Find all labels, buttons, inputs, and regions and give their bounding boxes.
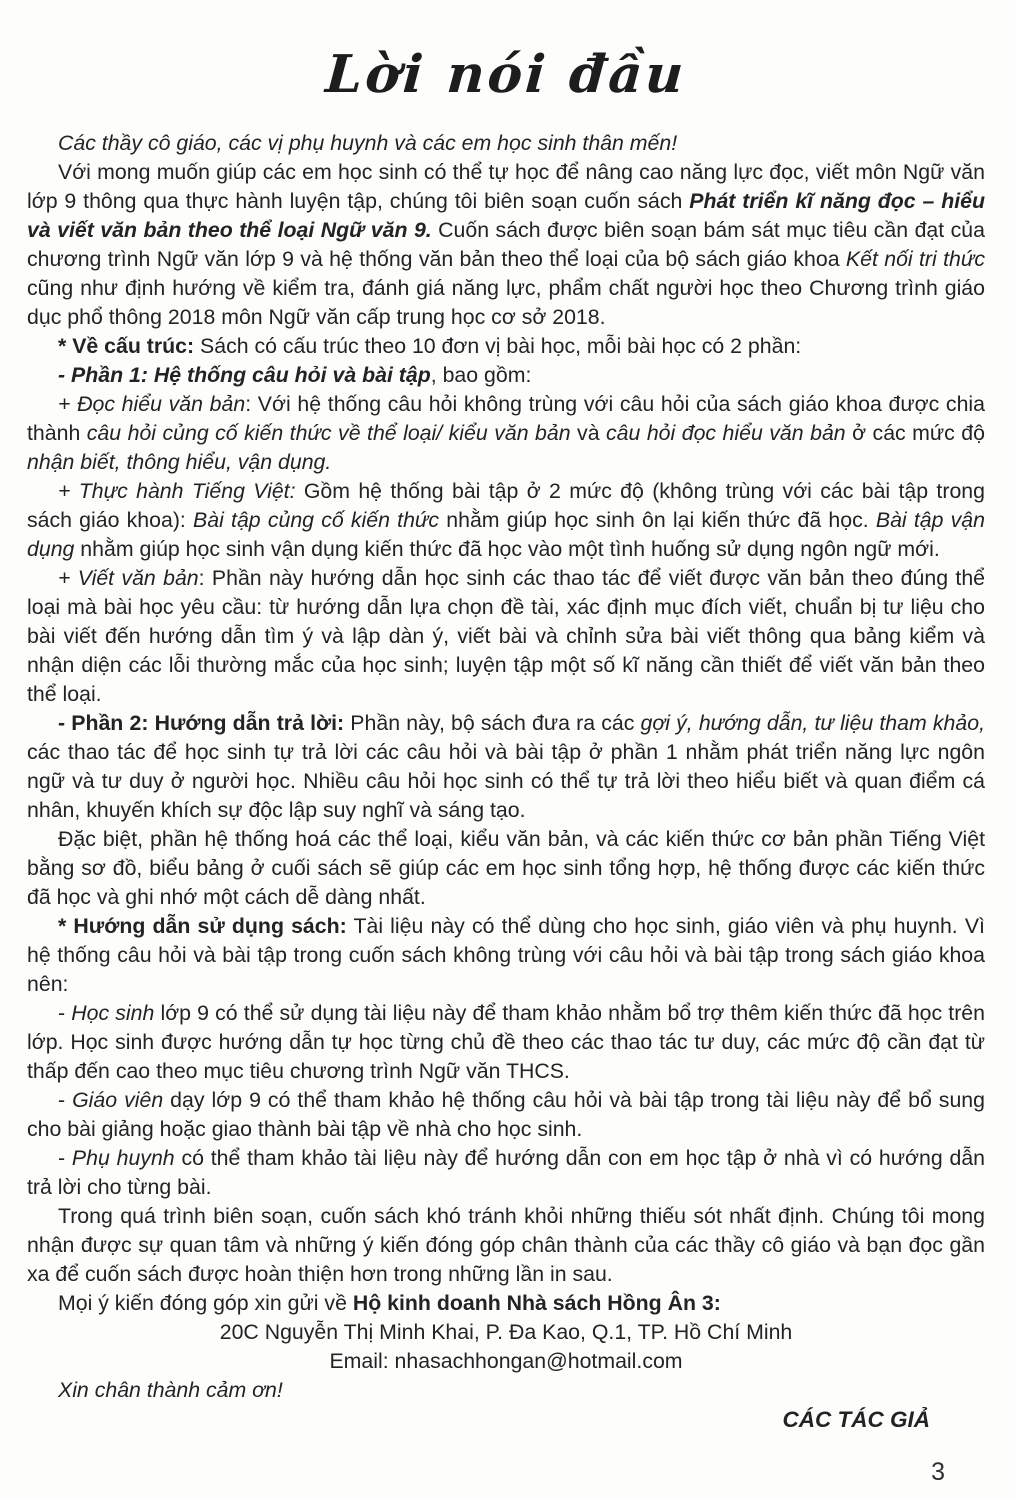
item-label: + Đọc hiểu văn bản	[58, 392, 246, 417]
text-segment: Với mong muốn giúp các em học sinh có thể tự học để nâng cao năng lực đọc, viết môn Ngữ văn lớp 9 thông qua thực hành luyện tập, chúng tôi biên soạn cuốn sách	[27, 160, 985, 214]
text-segment: Sách có cấu trúc theo 10 đơn vị bài học, mỗi bài học có 2 phần:	[194, 334, 802, 359]
part2-paragraph	[27, 709, 985, 825]
address-line	[27, 1318, 985, 1347]
text-segment: nhận biết, thông hiểu, vận dụng.	[27, 450, 332, 475]
writing-item	[27, 564, 985, 709]
part2-heading: - Phần 2: Hướng dẫn trả lời:	[58, 711, 345, 736]
item-label: + Viết văn bản	[58, 566, 199, 591]
usage-guide-paragraph	[27, 912, 985, 999]
parent-item	[27, 1144, 985, 1202]
item-label: Học sinh	[71, 1001, 155, 1026]
text-segment: câu hỏi củng cố kiến thức về thể loại/ kiểu văn bản	[86, 421, 571, 446]
text-segment: có thể tham khảo tài liệu này để hướng dẫn con em học tập ở nhà vì có hướng dẫn trả lời cho từng bài.	[27, 1146, 986, 1200]
thanks-line	[27, 1376, 985, 1405]
email-line	[27, 1347, 985, 1376]
salutation-line	[27, 129, 985, 158]
text-segment: -	[58, 1088, 73, 1113]
text-segment: và	[570, 421, 607, 446]
text-segment: : Với hệ thống câu hỏi không trùng với câu hỏi của sách giáo khoa được chia thành	[27, 392, 985, 446]
text-segment: ở các mức độ	[845, 421, 985, 446]
page-title: Lời nói đầu	[323, 44, 689, 105]
text-segment: -	[58, 1001, 72, 1026]
apology-paragraph	[27, 1202, 985, 1289]
series-name-text: Kết nối tri thức	[845, 247, 985, 272]
text-segment: , bao gồm:	[430, 363, 532, 388]
structure-heading-paragraph	[27, 332, 985, 361]
text-segment: nhằm giúp học sinh ôn lại kiến thức đã học.	[439, 508, 876, 533]
reading-comprehension-item	[27, 390, 985, 477]
systematization-paragraph	[27, 825, 985, 912]
structure-heading: * Về cấu trúc:	[58, 334, 195, 359]
text-segment: Cuốn sách được biên soạn bám sát mục tiêu cần đạt của chương trình Ngữ văn lớp 9 và hệ thống văn bản theo thể loại của bộ sách giáo khoa	[27, 218, 985, 272]
text-segment: Xin chân thành cảm ơn!	[58, 1378, 283, 1403]
vietnamese-practice-item	[27, 477, 985, 564]
text-segment: Gồm hệ thống bài tập ở 2 mức độ (không trùng với các bài tập trong sách giáo khoa):	[27, 479, 985, 533]
part1-heading: - Phần 1: Hệ thống câu hỏi và bài tập	[58, 363, 431, 388]
text-segment: Mọi ý kiến đóng góp xin gửi về	[58, 1291, 353, 1316]
text-segment: câu hỏi đọc hiểu văn bản	[606, 421, 846, 446]
intro-paragraph	[27, 158, 985, 332]
text-segment: các thao tác để học sinh tự trả lời các câu hỏi và bài tập ở phần 1 nhằm phát triển năng lực ngôn ngữ và tư duy ở người học. Nhiều câu hỏi học sinh có thể tự trả lời theo hiểu biết và quan điểm cá nhân, khuyến khích sự độc lập suy nghĩ và sáng tạo.	[27, 740, 985, 823]
book-title-text: Phát triển kĩ năng đọc – hiểu và viết văn bản theo thể loại Ngữ văn 9.	[27, 189, 985, 243]
text-segment: Bài tập củng cố kiến thức	[193, 508, 440, 533]
item-label: + Thực hành Tiếng Việt:	[58, 479, 296, 504]
text-segment: : Phần này hướng dẫn học sinh các thao tác để viết được văn bản theo đúng thể loại mà bài học yêu cầu: từ hướng dẫn lựa chọn đề tài, xác định mục đích viết, chuẩn bị tư liệu cho bài viết đến hướng dẫn tìm ý và lập dàn ý, viết bài và chỉnh sửa bài viết thông qua bảng kiểm và nhận diện các lỗi thường mắc của học sinh; luyện tập một số kĩ năng cần thiết để viết văn bản theo thể loại.	[27, 566, 986, 707]
feedback-contact-line	[27, 1289, 985, 1318]
text-segment: dạy lớp 9 có thể tham khảo hệ thống câu hỏi và bài tập trong tài liệu này để bổ sung cho bài giảng hoặc giao thành bài tập về nhà cho học sinh.	[27, 1088, 985, 1142]
text-segment: Tài liệu này có thể dùng cho học sinh, giáo viên và phụ huynh. Vì hệ thống câu hỏi và bài tập trong cuốn sách không trùng với câu hỏi và bài tập trong sách giáo khoa nên:	[27, 914, 985, 997]
usage-guide-heading: * Hướng dẫn sử dụng sách:	[58, 914, 347, 939]
text-segment: Bài tập vận dụng	[27, 508, 985, 562]
authors-signature	[27, 1405, 985, 1434]
text-segment: Phần này, bộ sách đưa ra các	[344, 711, 641, 736]
part1-heading-paragraph	[27, 361, 985, 390]
page-number: 3	[931, 1458, 945, 1486]
email-text: Email: nhasachhongan@hotmail.com	[329, 1349, 683, 1374]
teacher-item	[27, 1086, 985, 1144]
item-label: Giáo viên	[72, 1088, 164, 1113]
text-segment: Trong quá trình biên soạn, cuốn sách khó tránh khỏi những thiếu sót nhất định. Chúng tôi mong nhận được sự quan tâm và những ý kiến đóng góp chân thành của các thầy cô giáo và bạn đọc gần xa để cuốn sách được hoàn thiện hơn trong những lần in sau.	[27, 1204, 985, 1287]
text-segment: Đặc biệt, phần hệ thống hoá các thể loại, kiểu văn bản, và các kiến thức cơ bản phần Tiếng Việt bằng sơ đồ, biểu bảng ở cuối sách sẽ giúp các em học sinh tổng hợp, hệ thống được các kiến thức đã học và ghi nhớ một cách dễ dàng nhất.	[27, 827, 985, 910]
text-segment: Các thầy cô giáo, các vị phụ huynh và các em học sinh thân mến!	[58, 131, 678, 156]
student-item	[27, 999, 985, 1086]
text-segment: lớp 9 có thể sử dụng tài liệu này để tham khảo nhằm bổ trợ thêm kiến thức đã học trên lớp. Học sinh được hướng dẫn tự học từng chủ đề theo các thao tác tư duy, các mức độ cần đạt từ thấp đến cao theo mục tiêu chương trình Ngữ văn THCS.	[27, 1001, 985, 1084]
text-segment: -	[58, 1146, 72, 1171]
text-segment: cũng như định hướng về kiểm tra, đánh giá năng lực, phẩm chất người học theo Chương trình giáo dục phổ thông 2018 môn Ngữ văn cấp trung học cơ sở 2018.	[27, 276, 985, 330]
text-segment: gợi ý, hướng dẫn, tư liệu tham khảo,	[640, 711, 985, 736]
publisher-name: Hộ kinh doanh Nhà sách Hồng Ân 3:	[352, 1291, 721, 1316]
text-segment: CÁC TÁC GIẢ	[782, 1407, 930, 1433]
item-label: Phụ huynh	[71, 1146, 175, 1171]
text-segment: nhằm giúp học sinh vận dụng kiến thức đã học vào một tình huống sử dụng ngôn ngữ mới.	[74, 537, 940, 562]
text-segment: 20C Nguyễn Thị Minh Khai, P. Đa Kao, Q.1, TP. Hồ Chí Minh	[219, 1320, 793, 1345]
